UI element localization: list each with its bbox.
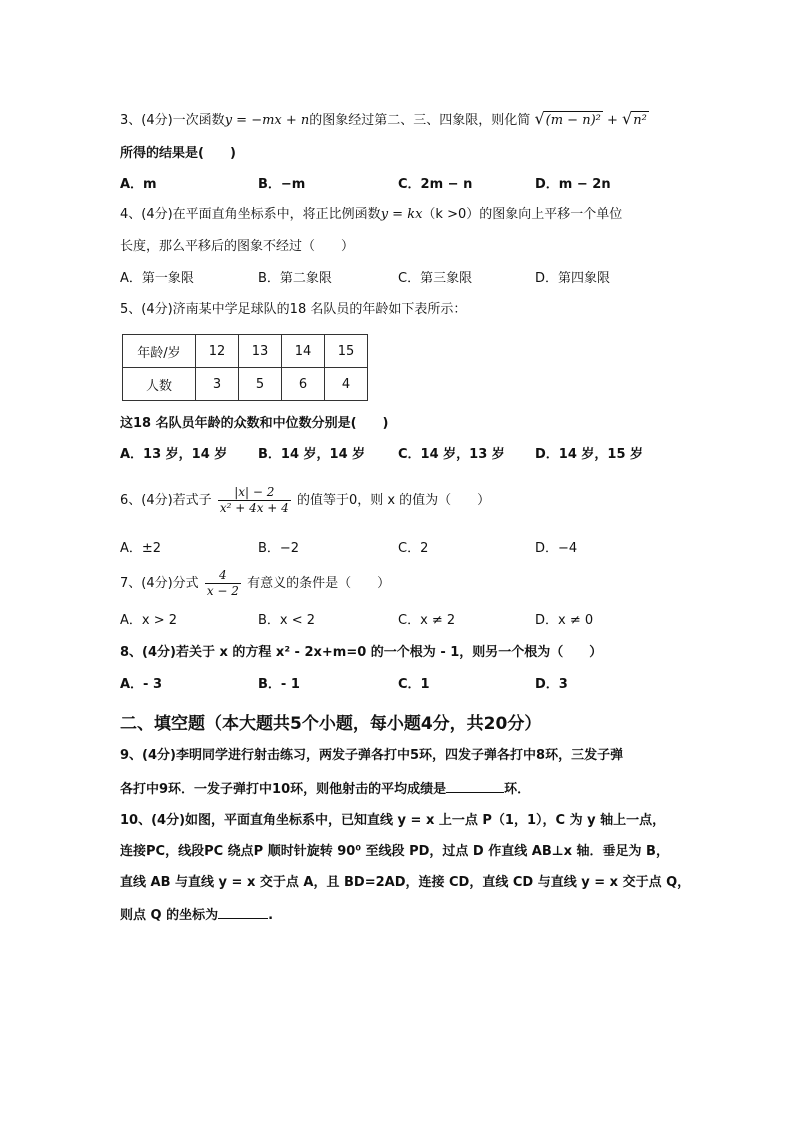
q5-options <box>120 446 720 464</box>
radical-sign-2: √ <box>622 109 633 128</box>
q6-option-b: B．−2 <box>258 541 300 556</box>
q8-option-d: D．3 <box>535 677 568 692</box>
q7-fraction <box>205 568 241 599</box>
table-cell: 人数 <box>123 368 196 401</box>
q3-line1 <box>120 110 649 130</box>
q3-radicand-1: (m − n)² <box>545 113 601 128</box>
q10-line1: 10、(4分)如图，平面直角坐标系中，已知直线 y = x 上一点 P（1，1），C 为 y 轴上一点， <box>120 813 666 828</box>
q4-options <box>120 270 720 288</box>
q7-numerator: 4 <box>205 568 241 584</box>
q4-suffix: （k >0）的图象向上平移一个单位 <box>422 207 623 222</box>
table-cell: 15 <box>325 335 368 368</box>
q9-line1: 9、(4分)李明同学进行射击练习，两发子弹各打中5环，四发子弹各打中8环，三发子弹 <box>120 748 624 763</box>
q4-function: y = kx <box>380 207 423 222</box>
answer-blank[interactable] <box>218 905 268 919</box>
q4-prefix: 4、(4分)在平面直角坐标系中，将正比例函数 <box>120 207 381 222</box>
q6-option-d: D．−4 <box>535 541 578 556</box>
q5-option-d: D．14 岁，15 岁 <box>535 447 644 462</box>
table-cell: 13 <box>239 335 282 368</box>
q10-text: 则点 Q 的坐标为 <box>120 908 219 923</box>
q6-option-a: A．±2 <box>120 541 162 556</box>
radical-sign-1: √ <box>534 109 545 128</box>
q6-line1 <box>120 485 490 516</box>
q3-radicand-2: n² <box>633 113 647 128</box>
plus-sign: + <box>607 113 618 128</box>
q10-line2: 连接PC，线段PC 绕点P 顺时针旋转 90⁰ 至线段 PD，过点 D 作直线 AB⊥x 轴．垂足为 B， <box>120 844 669 859</box>
q3-prefix: 3、(4分)一次函数 <box>120 113 225 128</box>
table-row <box>123 368 368 401</box>
q10-line4 <box>120 905 273 925</box>
q4-option-a: A．第一象限 <box>120 271 194 286</box>
q10-line3: 直线 AB 与直线 y = x 交于点 A，且 BD=2AD，连接 CD，直线 CD 与直线 y = x 交于点 Q， <box>120 875 691 890</box>
q9-unit: 环． <box>504 782 531 797</box>
q7-option-c: C．x ≠ 2 <box>398 613 456 628</box>
table-cell: 3 <box>196 368 239 401</box>
q7-option-d: D．x ≠ 0 <box>535 613 594 628</box>
q3-options <box>120 176 720 194</box>
q7-prefix: 7、(4分)分式 <box>120 576 199 591</box>
table-cell: 6 <box>282 368 325 401</box>
q4-option-c: C．第三象限 <box>398 271 473 286</box>
q5-option-a: A．13 岁，14 岁 <box>120 447 228 462</box>
table-row <box>123 335 368 368</box>
q6-suffix: 的值等于0，则 x 的值为（ ） <box>296 493 491 508</box>
q8-line1: 8、(4分)若关于 x 的方程 x² - 2x+m=0 的一个根为 - 1，则另一个根为（ ） <box>120 645 603 660</box>
q6-fraction <box>218 485 291 516</box>
q7-suffix: 有意义的条件是（ ） <box>247 576 391 591</box>
table-cell: 4 <box>325 368 368 401</box>
table-cell: 12 <box>196 335 239 368</box>
q4-line1 <box>120 206 622 224</box>
q6-numerator: |x| − 2 <box>218 485 291 501</box>
table-cell: 年龄/岁 <box>123 335 196 368</box>
q3-option-b: B．−m <box>258 177 306 192</box>
table-cell: 14 <box>282 335 325 368</box>
q6-option-c: C．2 <box>398 541 429 556</box>
section-heading: 二、填空题（本大题共5个小题，每小题4分，共20分） <box>120 714 542 734</box>
q5-line1: 5、(4分)济南某中学足球队的18 名队员的年龄如下表所示： <box>120 302 467 317</box>
q6-denominator: x² + 4x + 4 <box>219 501 289 515</box>
q3-function: y = −mx + n <box>224 113 310 128</box>
q5-line2: 这18 名队员年龄的众数和中位数分别是( ) <box>120 416 389 431</box>
q7-line1 <box>120 568 390 599</box>
q6-prefix: 6、(4分)若式子 <box>120 493 212 508</box>
q7-options <box>120 612 720 630</box>
q10-end: . <box>268 908 274 923</box>
q3-option-a: A．m <box>120 177 157 192</box>
q7-option-a: A．x > 2 <box>120 613 178 628</box>
q5-option-b: B．14 岁，14 岁 <box>258 447 366 462</box>
q3-option-d: D．m − 2n <box>535 177 611 192</box>
q7-option-b: B．x < 2 <box>258 613 316 628</box>
q8-options <box>120 676 720 694</box>
q3-line2: 所得的结果是( ) <box>120 146 236 161</box>
q8-option-b: B．- 1 <box>258 677 300 692</box>
q3-mid: 的图象经过第二、三、四象限，则化简 <box>309 113 531 128</box>
q8-option-c: C．1 <box>398 677 430 692</box>
answer-blank[interactable] <box>446 779 504 793</box>
q8-option-a: A．- 3 <box>120 677 163 692</box>
q7-denominator: x − 2 <box>206 584 239 598</box>
q4-option-b: B．第二象限 <box>258 271 332 286</box>
q6-options <box>120 540 720 558</box>
q4-line2: 长度，那么平移后的图象不经过（ ） <box>120 239 355 254</box>
table-cell: 5 <box>239 368 282 401</box>
q9-text: 各打中9环．一发子弹打中10环，则他射击的平均成绩是 <box>120 782 447 797</box>
q4-option-d: D．第四象限 <box>535 271 611 286</box>
q5-option-c: C．14 岁，13 岁 <box>398 447 505 462</box>
q9-line2 <box>120 779 530 799</box>
age-table <box>122 334 368 401</box>
q3-option-c: C．2m − n <box>398 177 473 192</box>
